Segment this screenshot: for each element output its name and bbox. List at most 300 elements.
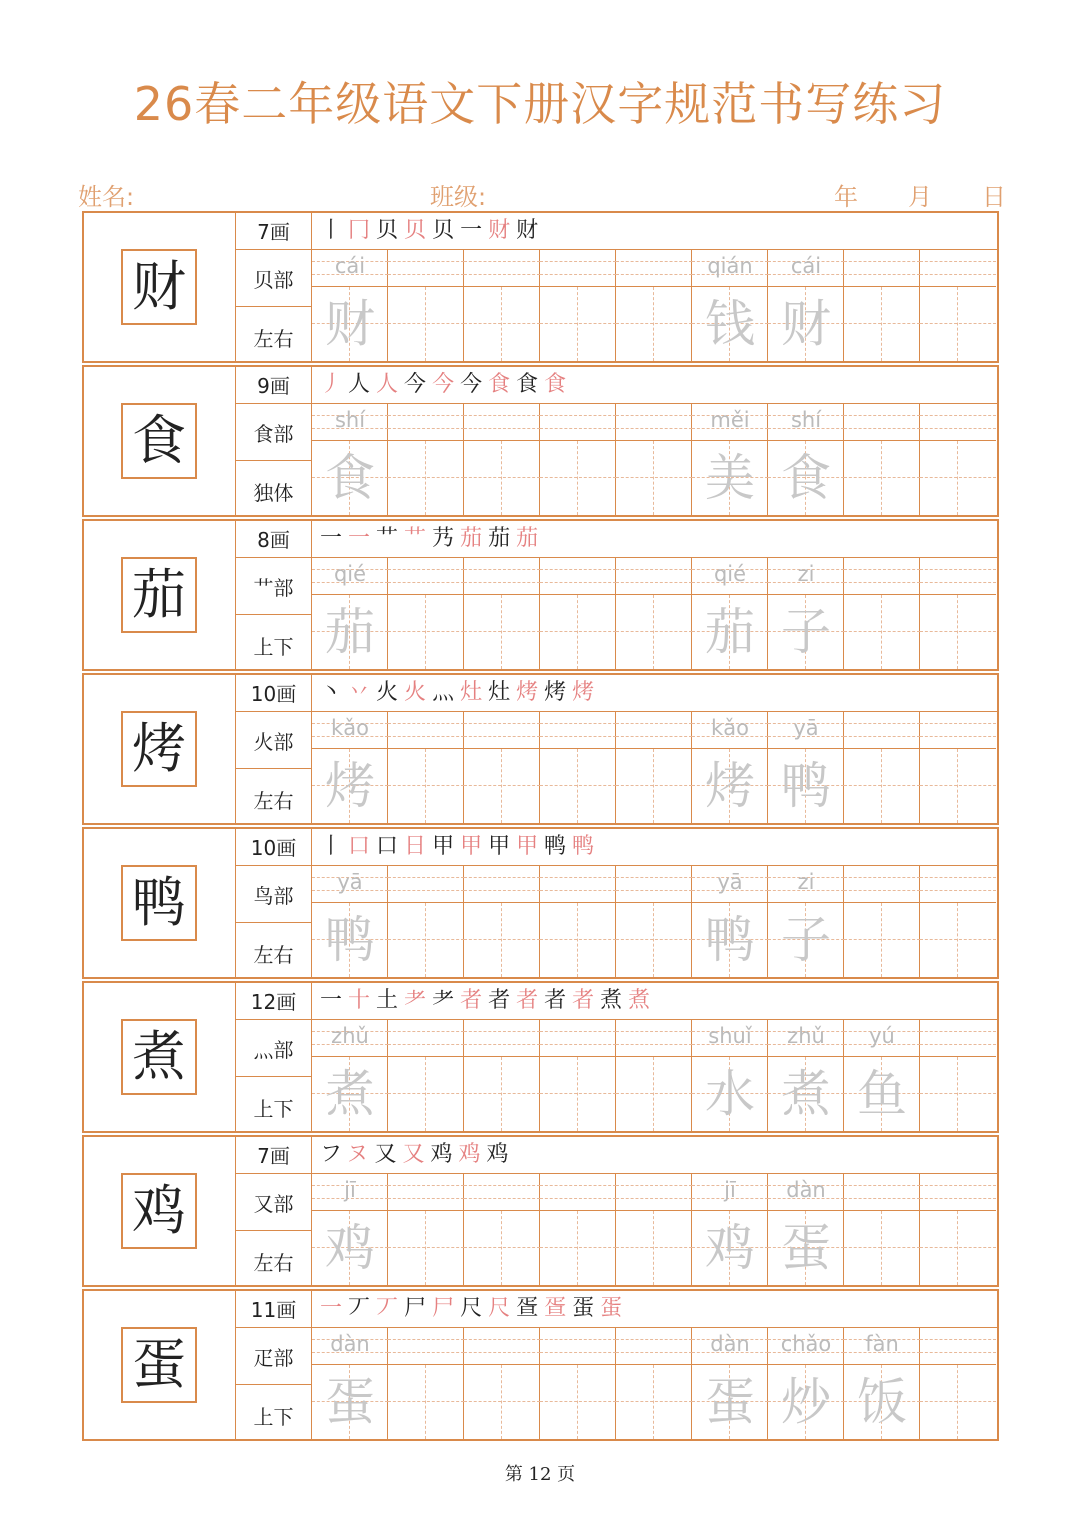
- char-write-area[interactable]: [692, 903, 768, 977]
- practice-cell[interactable]: [768, 249, 844, 361]
- char-write-area[interactable]: [540, 1057, 616, 1131]
- pinyin-band: [464, 1019, 540, 1057]
- char-write-area[interactable]: [464, 287, 540, 361]
- char-info: [236, 1291, 312, 1439]
- char-write-area[interactable]: [464, 1057, 540, 1131]
- trace-char: 食: [781, 449, 831, 507]
- pinyin-band: [920, 1173, 996, 1211]
- pinyin: jī: [344, 1178, 356, 1202]
- pinyin-band: [540, 1173, 616, 1211]
- structure: 上下: [253, 635, 294, 659]
- char-write-area[interactable]: [692, 1057, 768, 1131]
- pinyin-band: [388, 1327, 464, 1365]
- practice-cell[interactable]: [844, 865, 920, 977]
- stroke-step: 甲: [516, 834, 545, 859]
- practice-cell[interactable]: [920, 1327, 997, 1439]
- stroke-step: 者: [516, 988, 545, 1013]
- char-write-area[interactable]: [464, 441, 540, 515]
- char-write-area[interactable]: [540, 287, 616, 361]
- practice-cell[interactable]: [388, 557, 464, 669]
- pinyin-band: [388, 249, 464, 287]
- stroke-step: 财: [516, 218, 545, 243]
- char-write-area[interactable]: [312, 903, 388, 977]
- char-write-area[interactable]: [540, 1211, 616, 1285]
- practice-cell[interactable]: [844, 403, 920, 515]
- char-block: [82, 1135, 999, 1287]
- practice-cell[interactable]: [312, 1327, 388, 1439]
- stroke-step: 贝: [376, 218, 405, 243]
- practice-cell[interactable]: [768, 1327, 844, 1439]
- trace-char: 鸭: [705, 911, 755, 969]
- char-write-area[interactable]: [540, 1365, 616, 1439]
- pinyin-band: [844, 557, 920, 595]
- stroke-step: 一: [320, 526, 349, 551]
- practice-cell[interactable]: [388, 711, 464, 823]
- stroke-step: 丷: [348, 680, 377, 705]
- trace-char: 鸡: [705, 1219, 755, 1277]
- char-write-area[interactable]: [692, 1365, 768, 1439]
- char-write-area[interactable]: [312, 1365, 388, 1439]
- practice-cell[interactable]: [692, 249, 768, 361]
- pinyin: qié: [713, 562, 747, 586]
- practice-cell[interactable]: [464, 1019, 540, 1131]
- practice-cell[interactable]: [692, 1173, 768, 1285]
- char-block: [82, 211, 999, 363]
- stroke-step: ヌ: [346, 1142, 375, 1167]
- page-title: 26春二年级语文下册汉字规范书写练习: [133, 77, 947, 131]
- char-write-area[interactable]: [920, 1365, 996, 1439]
- practice-cell[interactable]: [312, 249, 388, 361]
- practice-cell[interactable]: [388, 865, 464, 977]
- pinyin-band: [312, 1327, 388, 1365]
- practice-cell[interactable]: [768, 1173, 844, 1285]
- stroke-step: 丆: [348, 1296, 377, 1321]
- practice-cell[interactable]: [844, 1327, 920, 1439]
- practice-cell[interactable]: [540, 1173, 616, 1285]
- char-write-area[interactable]: [464, 595, 540, 669]
- pinyin-band: [464, 1327, 540, 1365]
- pinyin-band: [616, 403, 692, 441]
- stroke-step: 者: [544, 988, 573, 1013]
- pinyin: zhǔ: [787, 1024, 825, 1048]
- stroke-step: 冂: [348, 218, 377, 243]
- char-write-area[interactable]: [464, 903, 540, 977]
- radical: 鸟部: [236, 865, 311, 923]
- char-write-area[interactable]: [540, 595, 616, 669]
- stroke-order: [320, 831, 600, 863]
- pinyin-band: [768, 557, 844, 595]
- pinyin: cái: [334, 254, 366, 278]
- pinyin-band: [920, 557, 996, 595]
- practice-cell[interactable]: [312, 1173, 388, 1285]
- practice-cell[interactable]: [540, 865, 616, 977]
- practice-cell[interactable]: [920, 249, 997, 361]
- practice-cell[interactable]: [540, 249, 616, 361]
- char-write-area[interactable]: [312, 441, 388, 515]
- trace-char: 鱼: [857, 1065, 907, 1123]
- pinyin: kǎo: [331, 716, 369, 740]
- char-write-area[interactable]: [844, 903, 920, 977]
- char-info: [236, 1137, 312, 1285]
- practice-cell[interactable]: [464, 865, 540, 977]
- stroke-step: 鸡: [430, 1142, 459, 1167]
- trace-char: 子: [781, 911, 831, 969]
- stroke-step: 火: [404, 680, 433, 705]
- pinyin: yā: [337, 870, 363, 894]
- char-write-area[interactable]: [692, 441, 768, 515]
- char-write-area[interactable]: [540, 441, 616, 515]
- pinyin-band: [388, 403, 464, 441]
- practice-cell[interactable]: [920, 557, 997, 669]
- practice-cell[interactable]: [844, 1019, 920, 1131]
- char-write-area[interactable]: [844, 595, 920, 669]
- pinyin-band: [540, 403, 616, 441]
- pinyin-band: [768, 403, 844, 441]
- practice-cell[interactable]: [768, 1019, 844, 1131]
- practice-cell[interactable]: [844, 1173, 920, 1285]
- practice-cell[interactable]: [616, 1173, 692, 1285]
- trace-char: 煮: [781, 1065, 831, 1123]
- char-info: [236, 367, 312, 515]
- pinyin: fàn: [865, 1332, 899, 1356]
- page-number: 第 12 页: [504, 1464, 576, 1485]
- structure: 上下: [253, 1405, 294, 1429]
- char-write-area[interactable]: [312, 287, 388, 361]
- char-write-area[interactable]: [844, 287, 920, 361]
- char-write-area[interactable]: [388, 287, 464, 361]
- char-write-area[interactable]: [616, 287, 692, 361]
- practice-cell[interactable]: [464, 1173, 540, 1285]
- pinyin-band: [768, 1173, 844, 1211]
- practice-cell[interactable]: [616, 249, 692, 361]
- practice-cell[interactable]: [312, 711, 388, 823]
- trace-char: 烤: [325, 757, 375, 815]
- practice-cell[interactable]: [464, 711, 540, 823]
- practice-cell[interactable]: [692, 1019, 768, 1131]
- char-write-area[interactable]: [616, 1365, 692, 1439]
- char-write-area[interactable]: [768, 441, 844, 515]
- practice-grid: [312, 865, 997, 977]
- char-write-area[interactable]: [464, 1365, 540, 1439]
- practice-cell[interactable]: [616, 1327, 692, 1439]
- stroke-step: 食: [488, 372, 517, 397]
- practice-cell[interactable]: [464, 403, 540, 515]
- model-char: 煮: [121, 1019, 197, 1095]
- pinyin-band: [692, 1173, 768, 1211]
- pinyin-band: [540, 1019, 616, 1057]
- stroke-order: [320, 985, 656, 1017]
- trace-char: 饭: [857, 1373, 907, 1431]
- stroke-step: 灬: [432, 680, 461, 705]
- stroke-step: 灶: [460, 680, 489, 705]
- char-write-area[interactable]: [312, 749, 388, 823]
- char-write-area[interactable]: [920, 287, 996, 361]
- model-char-cell: [84, 521, 236, 669]
- stroke-count: 11画: [236, 1291, 311, 1328]
- practice-cell[interactable]: [920, 865, 997, 977]
- stroke-step: 者: [572, 988, 601, 1013]
- char-block: [82, 519, 999, 671]
- char-info: [236, 213, 312, 361]
- practice-cell[interactable]: [920, 1019, 997, 1131]
- practice-cell[interactable]: [540, 557, 616, 669]
- stroke-step: 财: [488, 218, 517, 243]
- stroke-step: 艿: [432, 526, 461, 551]
- practice-cell[interactable]: [388, 403, 464, 515]
- practice-cell[interactable]: [540, 403, 616, 515]
- char-write-area[interactable]: [768, 749, 844, 823]
- practice-cell[interactable]: [312, 403, 388, 515]
- pinyin-band: [768, 711, 844, 749]
- stroke-step: 艹: [376, 526, 405, 551]
- char-write-area[interactable]: [768, 1211, 844, 1285]
- practice-cell[interactable]: [616, 865, 692, 977]
- stroke-step: 一: [320, 1296, 349, 1321]
- char-write-area[interactable]: [312, 1057, 388, 1131]
- model-char: 茄: [121, 557, 197, 633]
- stroke-step: 食: [516, 372, 545, 397]
- char-write-area[interactable]: [312, 1211, 388, 1285]
- pinyin-band: [692, 711, 768, 749]
- pinyin-band: [768, 1327, 844, 1365]
- char-write-area[interactable]: [616, 903, 692, 977]
- char-write-area[interactable]: [616, 1057, 692, 1131]
- pinyin-band: [312, 249, 388, 287]
- char-write-area[interactable]: [388, 903, 464, 977]
- radical: 火部: [236, 711, 311, 769]
- stroke-step: 尺: [488, 1296, 517, 1321]
- practice-cell[interactable]: [692, 557, 768, 669]
- pinyin-band: [692, 403, 768, 441]
- char-write-area[interactable]: [844, 1365, 920, 1439]
- char-write-area[interactable]: [692, 749, 768, 823]
- practice-cell[interactable]: [920, 403, 997, 515]
- practice-cell[interactable]: [312, 865, 388, 977]
- stroke-step: 口: [376, 834, 405, 859]
- stroke-step: 丆: [376, 1296, 405, 1321]
- pinyin: shuǐ: [708, 1024, 752, 1048]
- model-char: 财: [121, 249, 197, 325]
- char-write-area[interactable]: [768, 1057, 844, 1131]
- practice-cell[interactable]: [388, 1019, 464, 1131]
- stroke-step: 丨: [320, 218, 349, 243]
- pinyin-band: [464, 1173, 540, 1211]
- practice-cell[interactable]: [540, 1019, 616, 1131]
- practice-cell[interactable]: [540, 711, 616, 823]
- pinyin: cái: [790, 254, 822, 278]
- trace-char: 炒: [781, 1373, 831, 1431]
- trace-char: 鸭: [325, 911, 375, 969]
- practice-cell[interactable]: [616, 557, 692, 669]
- pinyin-band: [616, 1173, 692, 1211]
- stroke-step: 又: [402, 1142, 431, 1167]
- char-write-area[interactable]: [388, 749, 464, 823]
- trace-char: 蛋: [705, 1373, 755, 1431]
- practice-cell[interactable]: [692, 711, 768, 823]
- char-write-area[interactable]: [920, 595, 996, 669]
- stroke-step: 蛋: [600, 1296, 629, 1321]
- model-char-cell: [84, 213, 236, 361]
- char-write-area[interactable]: [844, 441, 920, 515]
- char-write-area[interactable]: [616, 441, 692, 515]
- practice-cell[interactable]: [692, 403, 768, 515]
- practice-cell[interactable]: [920, 711, 997, 823]
- char-write-area[interactable]: [920, 749, 996, 823]
- char-info: [236, 521, 312, 669]
- char-write-area[interactable]: [312, 595, 388, 669]
- practice-cell[interactable]: [616, 1019, 692, 1131]
- trace-char: 蛋: [781, 1219, 831, 1277]
- char-write-area[interactable]: [388, 1211, 464, 1285]
- practice-cell[interactable]: [464, 1327, 540, 1439]
- pinyin-band: [692, 1019, 768, 1057]
- structure: 上下: [253, 1097, 294, 1121]
- practice-cell[interactable]: [844, 249, 920, 361]
- char-write-area[interactable]: [768, 903, 844, 977]
- pinyin-band: [920, 865, 996, 903]
- practice-cell[interactable]: [920, 1173, 997, 1285]
- pinyin-band: [844, 1173, 920, 1211]
- model-char-cell: [84, 675, 236, 823]
- practice-cell[interactable]: [768, 865, 844, 977]
- char-write-area[interactable]: [920, 1211, 996, 1285]
- stroke-step: 尺: [460, 1296, 489, 1321]
- practice-cell[interactable]: [388, 1173, 464, 1285]
- char-write-area[interactable]: [616, 749, 692, 823]
- pinyin-band: [388, 1173, 464, 1211]
- structure: 左右: [253, 1251, 294, 1275]
- char-write-area[interactable]: [540, 903, 616, 977]
- char-write-area[interactable]: [540, 749, 616, 823]
- stroke-count: 12画: [236, 983, 311, 1020]
- char-block: [82, 365, 999, 517]
- radical: 艹部: [236, 557, 311, 615]
- pinyin-band: [692, 249, 768, 287]
- stroke-step: 蛋: [572, 1296, 601, 1321]
- stroke-step: 尸: [404, 1296, 433, 1321]
- practice-grid: [312, 1327, 997, 1439]
- char-write-area[interactable]: [616, 1211, 692, 1285]
- char-write-area[interactable]: [844, 1057, 920, 1131]
- stroke-step: 尸: [432, 1296, 461, 1321]
- char-write-area[interactable]: [768, 1365, 844, 1439]
- stroke-step: 茄: [516, 526, 545, 551]
- model-char-cell: [84, 1137, 236, 1285]
- structure: 左右: [253, 327, 294, 351]
- char-write-area[interactable]: [464, 749, 540, 823]
- practice-cell[interactable]: [388, 1327, 464, 1439]
- structure: 左右: [253, 789, 294, 813]
- stroke-step: 又: [374, 1142, 403, 1167]
- stroke-step: 烤: [572, 680, 601, 705]
- practice-cell[interactable]: [844, 711, 920, 823]
- char-write-area[interactable]: [616, 595, 692, 669]
- practice-grid: [312, 557, 997, 669]
- stroke-step: 食: [544, 372, 573, 397]
- stroke-step: 人: [348, 372, 377, 397]
- practice-grid: [312, 403, 997, 515]
- practice-cell[interactable]: [616, 403, 692, 515]
- stroke-step: 煮: [600, 988, 629, 1013]
- char-write-area[interactable]: [692, 1211, 768, 1285]
- stroke-step: 丿: [320, 372, 349, 397]
- char-write-area[interactable]: [768, 595, 844, 669]
- pinyin-band: [540, 557, 616, 595]
- practice-cell[interactable]: [312, 1019, 388, 1131]
- pinyin-band: [312, 711, 388, 749]
- char-write-area[interactable]: [388, 441, 464, 515]
- practice-cell[interactable]: [540, 1327, 616, 1439]
- stroke-step: 疍: [544, 1296, 573, 1321]
- pinyin-band: [540, 249, 616, 287]
- pinyin-band: [388, 1019, 464, 1057]
- practice-cell[interactable]: [388, 249, 464, 361]
- practice-cell[interactable]: [692, 865, 768, 977]
- char-write-area[interactable]: [692, 595, 768, 669]
- stroke-step: 甲: [432, 834, 461, 859]
- char-write-area[interactable]: [388, 1057, 464, 1131]
- pinyin-band: [920, 1327, 996, 1365]
- char-write-area[interactable]: [920, 1057, 996, 1131]
- stroke-step: 艹: [404, 526, 433, 551]
- char-write-area[interactable]: [844, 749, 920, 823]
- radical: 食部: [236, 403, 311, 461]
- practice-cell[interactable]: [768, 711, 844, 823]
- practice-cell[interactable]: [464, 557, 540, 669]
- pinyin-band: [388, 865, 464, 903]
- pinyin: shí: [790, 408, 822, 432]
- practice-cell[interactable]: [844, 557, 920, 669]
- pinyin-band: [616, 249, 692, 287]
- practice-cell[interactable]: [768, 403, 844, 515]
- char-write-area[interactable]: [920, 441, 996, 515]
- pinyin-band: [312, 403, 388, 441]
- practice-grid: [312, 711, 997, 823]
- char-write-area[interactable]: [768, 287, 844, 361]
- stroke-order: [320, 1139, 515, 1171]
- practice-cell[interactable]: [312, 557, 388, 669]
- radical: 贝部: [236, 249, 311, 307]
- pinyin-band: [920, 1019, 996, 1057]
- pinyin-band: [312, 1173, 388, 1211]
- practice-cell[interactable]: [768, 557, 844, 669]
- model-char: 食: [121, 403, 197, 479]
- class-label: 班级:: [430, 183, 487, 211]
- pinyin: zi: [797, 870, 815, 894]
- char-write-area[interactable]: [844, 1211, 920, 1285]
- stroke-count: 9画: [236, 367, 311, 404]
- practice-cell[interactable]: [692, 1327, 768, 1439]
- char-write-area[interactable]: [464, 1211, 540, 1285]
- trace-char: 烤: [705, 757, 755, 815]
- radical: 疋部: [236, 1327, 311, 1385]
- pinyin-band: [540, 711, 616, 749]
- char-write-area[interactable]: [388, 1365, 464, 1439]
- char-write-area[interactable]: [388, 595, 464, 669]
- char-write-area[interactable]: [920, 903, 996, 977]
- stroke-step: 火: [376, 680, 405, 705]
- pinyin-band: [464, 249, 540, 287]
- practice-cell[interactable]: [464, 249, 540, 361]
- char-write-area[interactable]: [692, 287, 768, 361]
- radical: 又部: [236, 1173, 311, 1231]
- pinyin-band: [920, 403, 996, 441]
- pinyin: yā: [717, 870, 743, 894]
- pinyin-band: [768, 249, 844, 287]
- pinyin: zi: [797, 562, 815, 586]
- practice-cell[interactable]: [616, 711, 692, 823]
- pinyin: qián: [707, 254, 753, 278]
